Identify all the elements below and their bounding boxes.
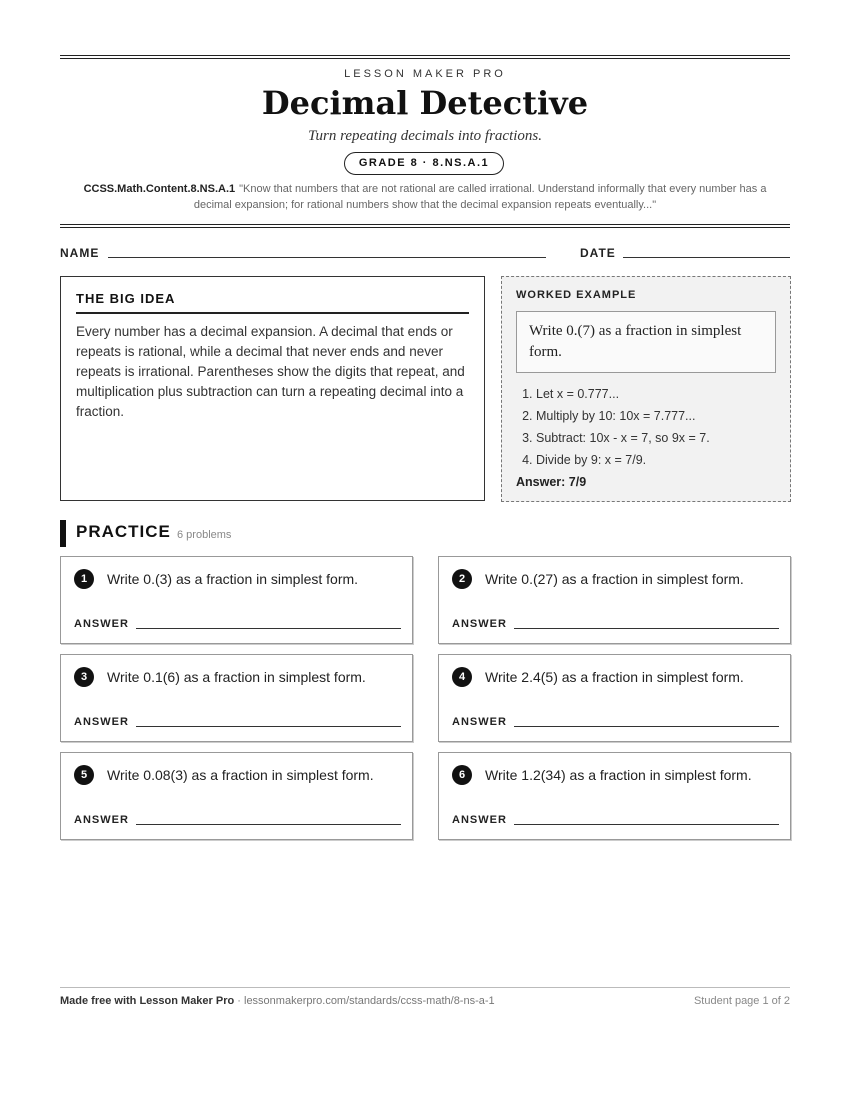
footer-made-with: Made free with Lesson Maker Pro — [60, 995, 235, 1007]
answer-label: ANSWER — [452, 716, 507, 728]
worked-example-step: 3. Subtract: 10x - x = 7, so 9x = 7. — [536, 427, 776, 449]
problem-question: Write 0.1(6) as a fraction in simplest form. — [107, 669, 366, 685]
footer-credit — [60, 995, 495, 1007]
footer-page-number: Student page 1 of 2 — [693, 995, 790, 1007]
answer-label: ANSWER — [74, 716, 129, 728]
problem-question: Write 2.4(5) as a fraction in simplest form. — [485, 669, 744, 685]
problem-question: Write 0.(27) as a fraction in simplest form. — [485, 571, 744, 587]
worked-example-prompt: Write 0.(7) as a fraction in simplest form. — [516, 311, 776, 373]
problem-number-badge: 6 — [452, 765, 472, 785]
problem-number-badge: 3 — [74, 667, 94, 687]
problem-question: Write 0.08(3) as a fraction in simplest form. — [107, 767, 374, 783]
standard-text: "Know that numbers that are not rational are called irrational. Understand informally that every number has a — [239, 183, 767, 195]
big-idea-box — [60, 276, 485, 501]
practice-title: PRACTICE — [76, 522, 171, 541]
worked-example-answer: Answer: 7/9 — [516, 475, 587, 489]
worked-example-box — [501, 276, 791, 502]
answer-label: ANSWER — [452, 618, 507, 630]
problem-question: Write 0.(3) as a fraction in simplest form. — [107, 571, 359, 587]
date-label: DATE — [580, 246, 616, 260]
answer-field[interactable] — [514, 824, 779, 825]
problem-question: Write 1.2(34) as a fraction in simplest form. — [485, 767, 752, 783]
big-idea-heading: THE BIG IDEA — [76, 291, 469, 314]
problem-number-badge: 5 — [74, 765, 94, 785]
standard-code: CCSS.Math.Content.8.NS.A.1 — [83, 183, 236, 195]
problem-card-3 — [60, 654, 413, 742]
standard-text-continued: decimal expansion; for rational numbers show that the decimal expansion repeats eventually..." — [193, 199, 657, 211]
section-rule — [60, 227, 790, 228]
footer-separator: · — [234, 995, 244, 1007]
problem-number-badge: 1 — [74, 569, 94, 589]
standard-description — [60, 181, 790, 213]
practice-accent-bar — [60, 520, 66, 547]
big-idea-body: Every number has a decimal expansion. A decimal that ends or repeats is rational, while a decimal that never ends and never repeats is irrational. Parentheses show the digits that repeat, and multiplication plus subtraction can turn a repeating decimal into a fraction. — [76, 324, 465, 419]
worked-example-step: 2. Multiply by 10: 10x = 7.777... — [536, 405, 776, 427]
problem-card-2 — [438, 556, 791, 644]
problem-card-4 — [438, 654, 791, 742]
grade-badge: GRADE 8 · 8.NS.A.1 — [344, 152, 504, 175]
worksheet-page — [60, 0, 790, 1100]
problem-card-6 — [438, 752, 791, 840]
brand-label: LESSON MAKER PRO — [344, 68, 506, 80]
answer-label: ANSWER — [74, 814, 129, 826]
answer-field[interactable] — [514, 726, 779, 727]
header-rule — [60, 55, 790, 56]
problem-card-5 — [60, 752, 413, 840]
footer-rule — [60, 987, 790, 988]
answer-label: ANSWER — [452, 814, 507, 826]
page-title: Decimal Detective — [261, 84, 589, 122]
answer-field[interactable] — [136, 726, 401, 727]
answer-field[interactable] — [514, 628, 779, 629]
name-label: NAME — [60, 246, 100, 260]
problem-number-badge: 2 — [452, 569, 472, 589]
name-field[interactable] — [108, 257, 546, 258]
worked-example-steps — [516, 383, 776, 471]
answer-label: ANSWER — [74, 618, 129, 630]
section-rule — [60, 224, 790, 225]
worked-example-step: 4. Divide by 9: x = 7/9. — [536, 449, 776, 471]
practice-count: 6 problems — [177, 529, 232, 541]
header-rule — [60, 58, 790, 59]
worked-example-step: 1. Let x = 0.777... — [536, 383, 776, 405]
problem-number-badge: 4 — [452, 667, 472, 687]
date-field[interactable] — [623, 257, 790, 258]
answer-field[interactable] — [136, 824, 401, 825]
worked-example-heading: WORKED EXAMPLE — [516, 289, 637, 301]
answer-field[interactable] — [136, 628, 401, 629]
problem-card-1 — [60, 556, 413, 644]
footer-url[interactable]: lessonmakerpro.com/standards/ccss-math/8-ns-a-1 — [244, 995, 495, 1007]
page-subtitle: Turn repeating decimals into fractions. — [307, 128, 543, 144]
